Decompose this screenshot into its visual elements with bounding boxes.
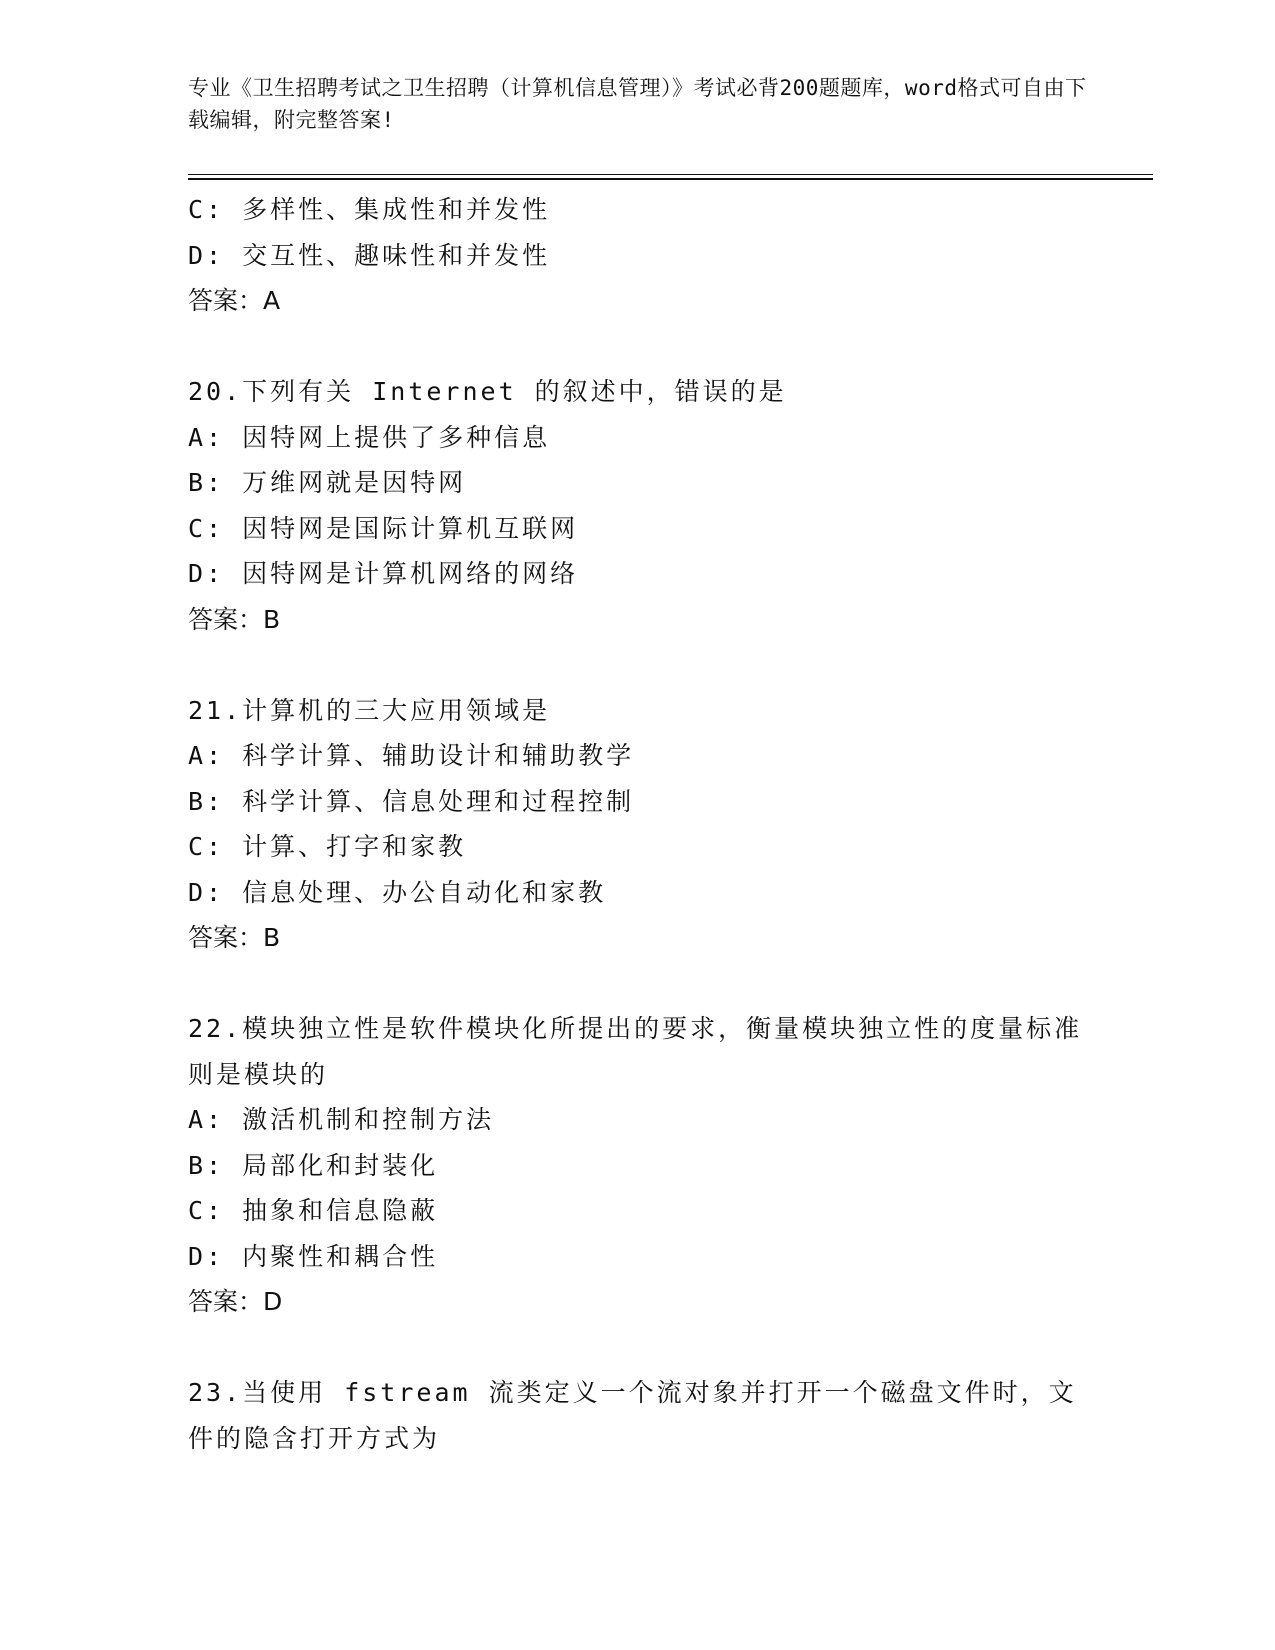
- option-a: A: 科学计算、辅助设计和辅助教学: [188, 741, 635, 770]
- spacer: [188, 324, 1088, 370]
- option-b: B: 局部化和封装化: [188, 1150, 439, 1180]
- document-header: [188, 72, 1088, 136]
- option-d: D: 交互性、趣味性和并发性: [188, 240, 551, 270]
- question-text: 23.当使用 fstream 流类定义一个流对象并打开一个磁盘文件时，文件的隐含打开方式为: [188, 1378, 1077, 1453]
- spacer: [188, 1325, 1088, 1371]
- option-c: C: 多样性、集成性和并发性: [188, 195, 551, 224]
- question-text: 20.下列有关 Internet 的叙述中，错误的是: [188, 377, 787, 406]
- answer-line: 答案：B: [188, 923, 281, 952]
- question-list: [188, 187, 1088, 1461]
- option-c: C: 因特网是国际计算机互联网: [188, 513, 579, 543]
- question-block-22: [188, 1006, 1088, 1325]
- answer-line: 答案：B: [188, 604, 281, 634]
- spacer: [188, 642, 1088, 688]
- option-a: A: 因特网上提供了多种信息: [188, 422, 551, 452]
- answer-line: 答案：D: [188, 1287, 283, 1316]
- option-c: C: 计算、打字和家教: [188, 832, 467, 861]
- option-b: B: 科学计算、信息处理和过程控制: [188, 786, 635, 816]
- option-d: D: 信息处理、办公自动化和家教: [188, 877, 607, 907]
- question-text: 22.模块独立性是软件模块化所提出的要求，衡量模块独立性的度量标准则是模块的: [188, 1014, 1083, 1089]
- option-c: C: 抽象和信息隐蔽: [188, 1196, 439, 1225]
- question-block-prev: [188, 187, 1088, 324]
- question-text: 21.计算机的三大应用领域是: [188, 695, 551, 725]
- option-d: D: 内聚性和耦合性: [188, 1241, 439, 1271]
- question-block-23: [188, 1370, 1088, 1461]
- header-divider-thin: [188, 174, 1153, 175]
- header-divider-thick: [188, 178, 1153, 180]
- option-d: D: 因特网是计算机网络的网络: [188, 559, 579, 588]
- option-a: A: 激活机制和控制方法: [188, 1105, 495, 1134]
- option-b: B: 万维网就是因特网: [188, 468, 467, 497]
- answer-line: 答案：A: [188, 286, 281, 315]
- spacer: [188, 961, 1088, 1007]
- question-block-21: [188, 688, 1088, 961]
- question-block-20: [188, 369, 1088, 642]
- header-title: 专业《卫生招聘考试之卫生招聘（计算机信息管理）》考试必背200题题库，word格式可自由下载编辑，附完整答案!: [188, 76, 1087, 132]
